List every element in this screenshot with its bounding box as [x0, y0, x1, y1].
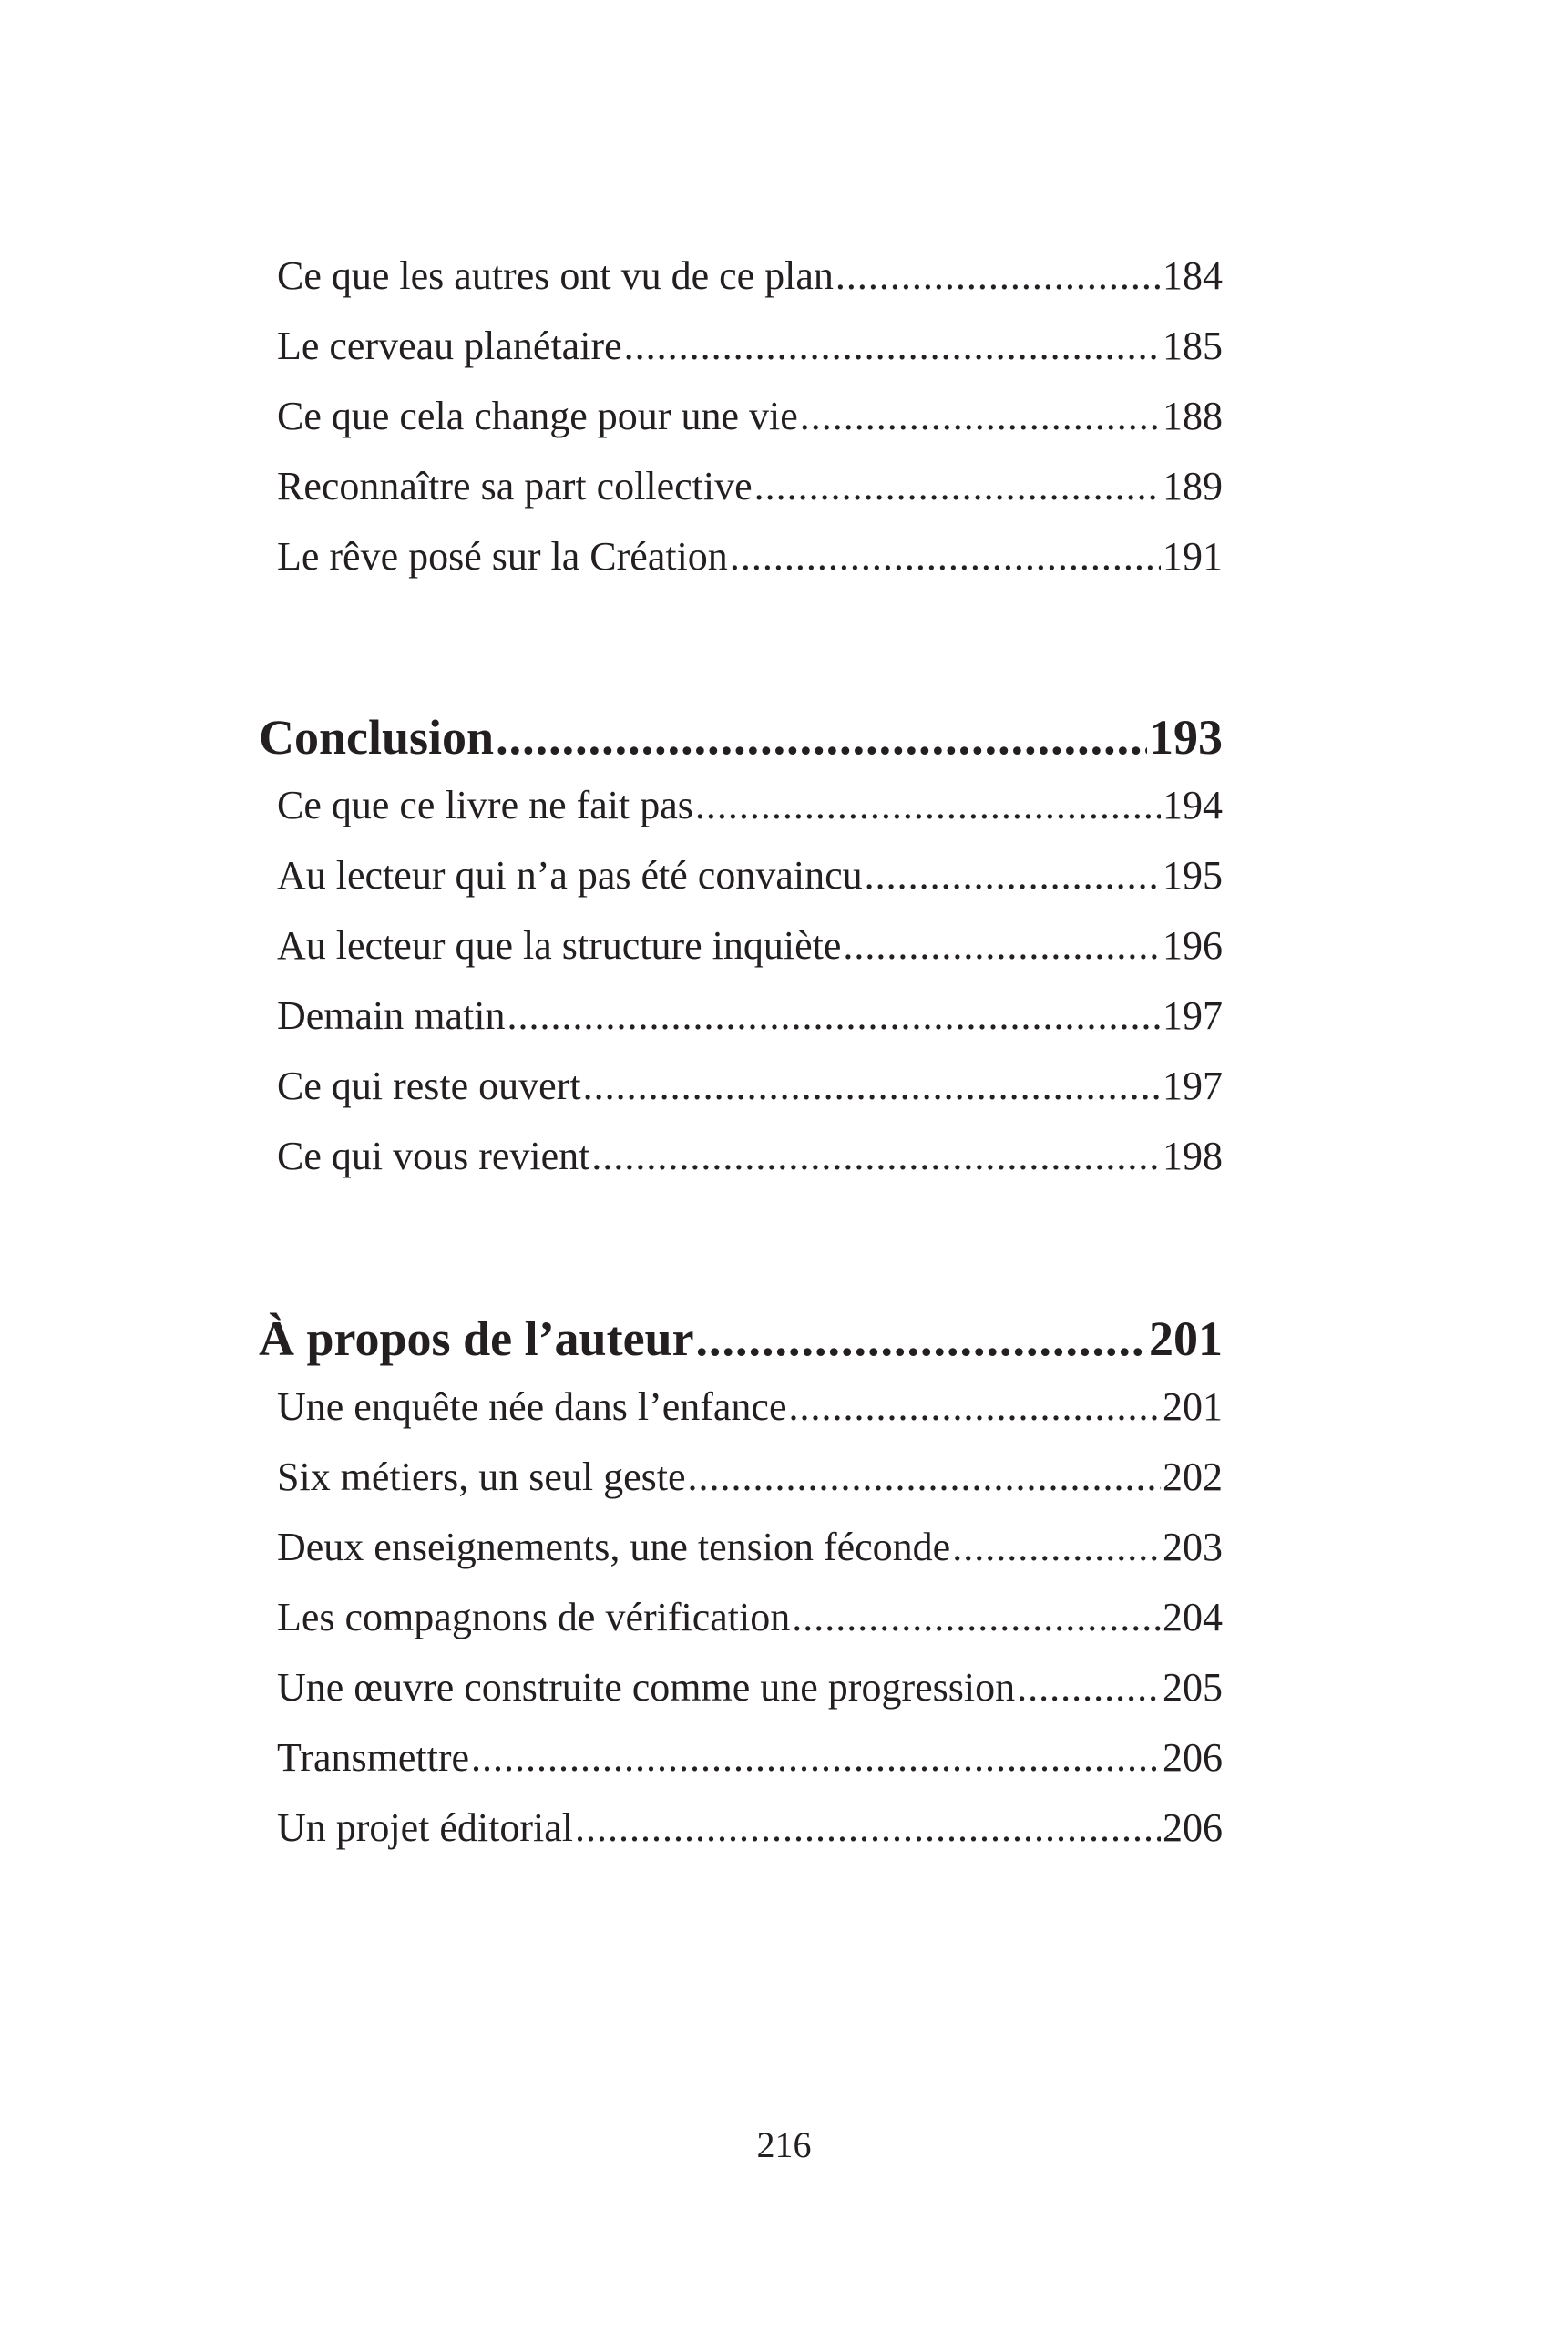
toc-entry-page: 197	[1163, 1064, 1223, 1108]
dot-leader	[865, 846, 1161, 906]
toc-chapter-page: 193	[1149, 710, 1223, 765]
toc-entry-page: 197	[1163, 993, 1223, 1038]
toc-entry-title: Demain matin	[277, 993, 506, 1038]
dot-leader	[591, 1126, 1161, 1187]
toc-entry[interactable]	[277, 1126, 1223, 1197]
toc-entry[interactable]	[277, 386, 1223, 457]
toc-entry-title: Une œuvre construite comme une progression	[277, 1665, 1016, 1710]
toc-entry-title: Le rêve posé sur la Création	[277, 534, 728, 579]
dot-leader	[624, 316, 1161, 376]
toc-chapter-title: Conclusion	[259, 710, 495, 765]
toc-entry-page: 184	[1163, 253, 1223, 298]
dot-leader	[800, 386, 1161, 447]
toc-entry[interactable]	[277, 986, 1223, 1056]
toc-entry-title: Deux enseignements, une tension féconde	[277, 1525, 951, 1569]
toc-entry-page: 188	[1163, 394, 1223, 438]
toc-entry-title: Une enquête née dans l’enfance	[277, 1384, 787, 1429]
toc-entry-title: Ce qui vous revient	[277, 1134, 590, 1178]
dot-leader	[730, 527, 1161, 587]
toc-entry[interactable]	[277, 1728, 1223, 1798]
section-spacer	[259, 597, 1223, 703]
toc-chapter-page: 201	[1149, 1311, 1223, 1366]
toc-entry-page: 204	[1163, 1595, 1223, 1639]
dot-leader	[843, 916, 1161, 976]
toc-entry[interactable]	[277, 916, 1223, 986]
dot-leader	[695, 776, 1161, 836]
dot-leader	[575, 1798, 1161, 1858]
toc-entry-title: Au lecteur que la structure inquiète	[277, 923, 842, 968]
toc-entry[interactable]	[277, 1658, 1223, 1728]
toc-entry-page: 202	[1163, 1454, 1223, 1499]
toc-entry-title: Reconnaître sa part collective	[277, 464, 753, 509]
toc-entry-title: Ce que ce livre ne fait pas	[277, 783, 693, 827]
dot-leader	[835, 246, 1161, 306]
toc-entry-page: 206	[1163, 1805, 1223, 1850]
page-number: 216	[756, 2124, 812, 2165]
toc-entry[interactable]	[277, 457, 1223, 527]
toc-entry-page: 189	[1163, 464, 1223, 509]
toc-entry-title: Ce que cela change pour une vie	[277, 394, 798, 438]
toc-entry[interactable]	[277, 846, 1223, 916]
toc-entry-title: Les compagnons de vérification	[277, 1595, 791, 1639]
dot-leader	[583, 1056, 1161, 1116]
dot-leader	[1017, 1658, 1161, 1718]
section-spacer	[259, 1197, 1223, 1304]
toc-entry[interactable]	[277, 1588, 1223, 1658]
toc-entry-title: Six métiers, un seul geste	[277, 1454, 686, 1499]
toc-entry[interactable]	[277, 1798, 1223, 1868]
toc-entry[interactable]	[277, 316, 1223, 386]
toc-entry-page: 203	[1163, 1525, 1223, 1569]
toc-entry-title: Un projet éditorial	[277, 1805, 574, 1850]
toc-entry[interactable]	[277, 1377, 1223, 1447]
toc-entry[interactable]	[277, 246, 1223, 316]
toc-entry-page: 196	[1163, 923, 1223, 968]
toc-entry-title: Le cerveau planétaire	[277, 324, 622, 368]
toc-entry[interactable]	[277, 1447, 1223, 1517]
dot-leader	[754, 457, 1161, 517]
toc-entry[interactable]	[277, 527, 1223, 597]
toc-chapter-title: À propos de l’auteur	[259, 1311, 694, 1366]
toc-entry-page: 191	[1163, 534, 1223, 579]
toc-entry[interactable]	[277, 776, 1223, 846]
toc-entry-page: 195	[1163, 853, 1223, 898]
toc-entry-title: Transmettre	[277, 1735, 470, 1780]
dot-leader	[792, 1588, 1161, 1648]
toc-entry-page: 206	[1163, 1735, 1223, 1780]
dot-leader	[952, 1517, 1161, 1578]
toc-entry[interactable]	[277, 1517, 1223, 1588]
toc-entry-page: 185	[1163, 324, 1223, 368]
toc-entry-page: 198	[1163, 1134, 1223, 1178]
toc-entry-page: 205	[1163, 1665, 1223, 1710]
dot-leader	[507, 986, 1162, 1046]
dot-leader	[471, 1728, 1161, 1788]
dot-leader	[688, 1447, 1162, 1507]
toc-chapter-conclusion[interactable]	[259, 703, 1223, 776]
toc-entry-title: Ce qui reste ouvert	[277, 1064, 581, 1108]
toc-chapter-author[interactable]	[259, 1304, 1223, 1377]
dot-leader	[496, 703, 1147, 772]
toc-entry-page: 194	[1163, 783, 1223, 827]
toc-entry-page: 201	[1163, 1384, 1223, 1429]
toc-entry-title: Ce que les autres ont vu de ce plan	[277, 253, 834, 298]
dot-leader	[788, 1377, 1161, 1437]
toc-entry[interactable]	[277, 1056, 1223, 1126]
toc-entry-title: Au lecteur qui n’a pas été convaincu	[277, 853, 863, 898]
table-of-contents	[259, 246, 1223, 1868]
dot-leader	[696, 1304, 1147, 1373]
